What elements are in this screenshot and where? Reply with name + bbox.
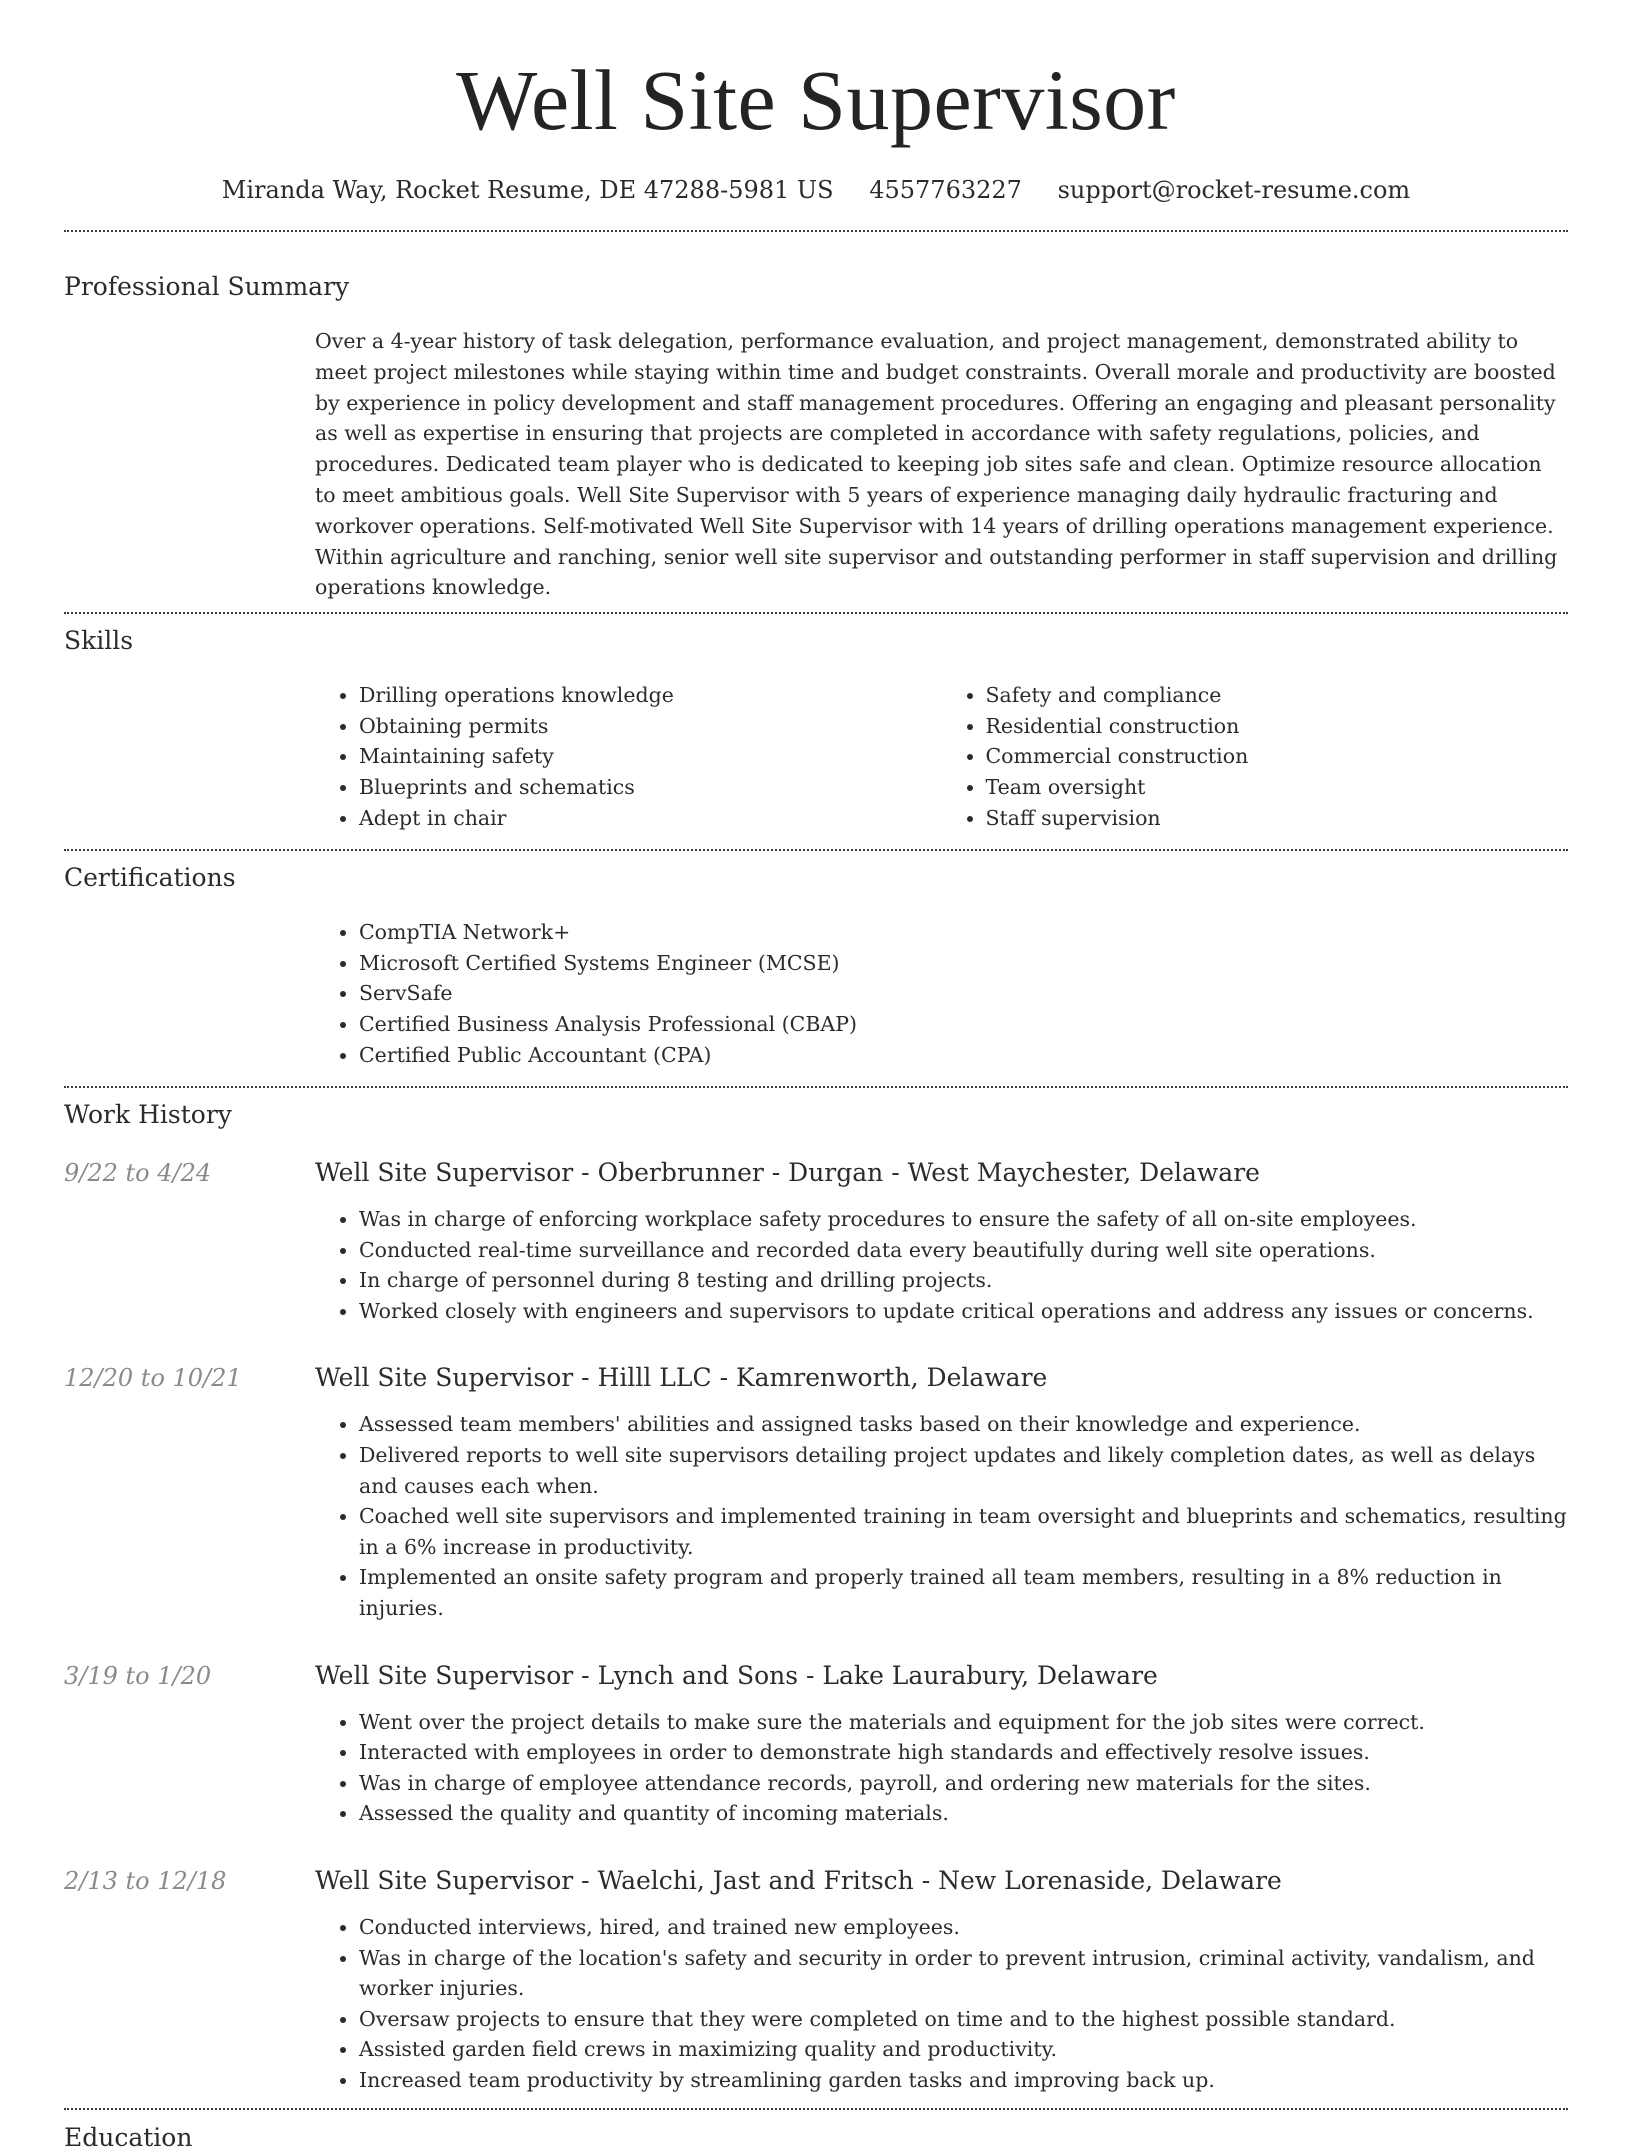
job-bullet: • Went over the project details to make sure the materials and equipment for the job sites were correct. xyxy=(359,1707,1568,1738)
job-entry xyxy=(64,1660,1568,1829)
skill-item: • Adept in chair xyxy=(359,803,942,834)
job-entry xyxy=(64,1865,1568,2096)
summary-text: Over a 4-year history of task delegation, performance evaluation, and project management, demonstrated ability to meet project milestones while staying within time and budget constraints. Overall morale and productivity are boosted by experience in policy development and staff management procedures. Offering an engaging and pleasant personality as well as expertise in ensuring that projects are completed in accordance with safety regulations, policies, and procedures. Dedicated team player who is dedicated to keeping job sites safe and clean. Optimize resource allocation to meet ambitious goals. Well Site Supervisor with 5 years of experience managing daily hydraulic fracturing and workover operations. Self-motivated Well Site Supervisor with 14 years of drilling operations management experience. Within agriculture and ranching, senior well site supervisor and outstanding performer in staff supervision and drilling operations knowledge. xyxy=(315,329,1558,600)
address-text: Miranda Way, Rocket Resume, DE 47288-5981 US xyxy=(221,176,834,204)
certifications-list xyxy=(315,917,1568,1070)
certification-item: • Certified Public Accountant (CPA) xyxy=(359,1040,1568,1071)
summary-body xyxy=(315,326,1568,603)
work-history-heading: Work History xyxy=(64,1100,232,1130)
job-title: Well Site Supervisor - Oberbrunner - Durgan - West Maychester, Delaware xyxy=(315,1158,1260,1188)
skills-heading: Skills xyxy=(64,626,134,656)
skill-item: • Safety and compliance xyxy=(986,680,1569,711)
skill-item: • Blueprints and schematics xyxy=(359,772,942,803)
job-bullet: • Conducted interviews, hired, and trained new employees. xyxy=(359,1912,1568,1943)
job-bullet: • Delivered reports to well site supervisors detailing project updates and likely completion dates, as well as delays and causes each when. xyxy=(359,1440,1568,1501)
job-header xyxy=(64,1157,1568,1189)
section-divider xyxy=(64,230,1568,232)
phone-text: 4557763227 xyxy=(869,176,1022,204)
job-bullet: • In charge of personnel during 8 testing and drilling projects. xyxy=(359,1265,1568,1296)
skills-left-list xyxy=(315,680,942,833)
section-divider xyxy=(64,1086,1568,1088)
job-bullet-list xyxy=(315,1912,1568,2096)
certification-item: • Certified Business Analysis Professional (CBAP) xyxy=(359,1009,1568,1040)
certifications-heading: Certifications xyxy=(64,863,236,893)
job-bullet: • Worked closely with engineers and supervisors to update critical operations and address any issues or concerns. xyxy=(359,1296,1568,1327)
email-link[interactable]: support@rocket-resume.com xyxy=(1057,176,1411,204)
job-title: Well Site Supervisor - Waelchi, Jast and Fritsch - New Lorenaside, Delaware xyxy=(315,1866,1282,1896)
job-bullets xyxy=(315,1912,1568,2096)
job-dates: 2/13 to 12/18 xyxy=(64,1867,227,1896)
job-bullet: • Was in charge of the location's safety and security in order to prevent intrusion, criminal activity, vandalism, and worker injuries. xyxy=(359,1943,1568,2004)
certifications-body xyxy=(315,917,1568,1070)
job-entry xyxy=(64,1362,1568,1623)
skills-right-list xyxy=(942,680,1569,833)
candidate-name: Well Site Supervisor xyxy=(456,52,1176,148)
job-bullet: • Assessed team members' abilities and assigned tasks based on their knowledge and experience. xyxy=(359,1409,1568,1440)
job-dates: 3/19 to 1/20 xyxy=(64,1661,212,1690)
skills-grid xyxy=(315,680,1568,833)
skill-item: • Staff supervision xyxy=(986,803,1569,834)
job-bullet: • Was in charge of enforcing workplace safety procedures to ensure the safety of all on-site employees. xyxy=(359,1204,1568,1235)
skill-item: • Commercial construction xyxy=(986,741,1569,772)
certification-item: • CompTIA Network+ xyxy=(359,917,1568,948)
section-divider xyxy=(64,612,1568,614)
job-bullet: • Interacted with employees in order to demonstrate high standards and effectively resolve issues. xyxy=(359,1737,1568,1768)
job-header xyxy=(64,1660,1568,1692)
job-bullet: • Was in charge of employee attendance records, payroll, and ordering new materials for the sites. xyxy=(359,1768,1568,1799)
job-bullet: • Coached well site supervisors and implemented training in team oversight and blueprints and schematics, resulting in a 6% increase in productivity. xyxy=(359,1501,1568,1562)
job-dates: 9/22 to 4/24 xyxy=(64,1159,212,1188)
job-entry xyxy=(64,1157,1568,1326)
job-title: Well Site Supervisor - Lynch and Sons - Lake Laurabury, Delaware xyxy=(315,1660,1158,1690)
contact-line xyxy=(64,174,1568,206)
job-bullet: • Implemented an onsite safety program and properly trained all team members, resulting in a 8% reduction in injuries. xyxy=(359,1562,1568,1623)
education-heading: Education xyxy=(64,2122,193,2152)
skill-item: • Residential construction xyxy=(986,711,1569,742)
job-bullet: • Conducted real-time surveillance and recorded data every beautifully during well site operations. xyxy=(359,1235,1568,1266)
skill-item: • Maintaining safety xyxy=(359,741,942,772)
job-title: Well Site Supervisor - Hilll LLC - Kamrenworth, Delaware xyxy=(315,1363,1048,1393)
job-bullet-list xyxy=(315,1409,1568,1623)
section-divider xyxy=(64,2108,1568,2110)
skill-item: • Team oversight xyxy=(986,772,1569,803)
job-bullets xyxy=(315,1204,1568,1326)
skill-item: • Obtaining permits xyxy=(359,711,942,742)
job-bullets xyxy=(315,1409,1568,1623)
job-bullet: • Oversaw projects to ensure that they were completed on time and to the highest possible standard. xyxy=(359,2004,1568,2035)
job-header xyxy=(64,1865,1568,1897)
job-bullet: • Assisted garden field crews in maximizing quality and productivity. xyxy=(359,2034,1568,2065)
job-bullet-list xyxy=(315,1204,1568,1326)
resume-page xyxy=(64,0,1568,2154)
job-bullets xyxy=(315,1707,1568,1829)
section-divider xyxy=(64,849,1568,851)
skill-item: • Drilling operations knowledge xyxy=(359,680,942,711)
certification-item: • Microsoft Certified Systems Engineer (MCSE) xyxy=(359,948,1568,979)
job-dates: 12/20 to 10/21 xyxy=(64,1364,242,1393)
job-bullet: • Increased team productivity by streamlining garden tasks and improving back up. xyxy=(359,2065,1568,2096)
job-header xyxy=(64,1362,1568,1394)
job-bullet-list xyxy=(315,1707,1568,1829)
job-bullet: • Assessed the quality and quantity of incoming materials. xyxy=(359,1798,1568,1829)
summary-heading: Professional Summary xyxy=(64,272,350,301)
certification-item: • ServSafe xyxy=(359,978,1568,1009)
